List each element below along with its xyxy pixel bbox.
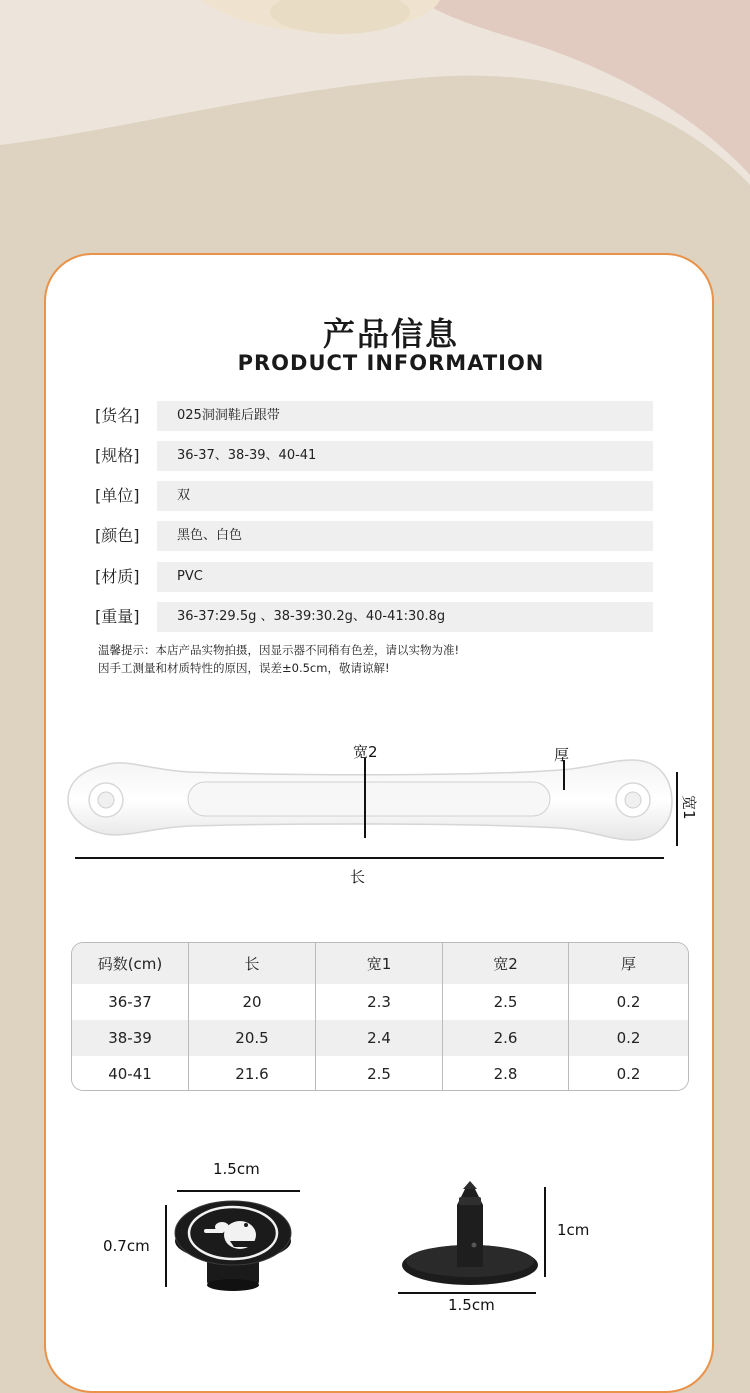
table-header-cell: 宽1 xyxy=(315,943,442,984)
strap-recess xyxy=(188,782,550,816)
notice-line-1: 温馨提示：本店产品实物拍摄，因显示器不同稍有色差，请以实物为准! xyxy=(98,643,460,657)
table-cell: 20.5 xyxy=(188,1020,315,1056)
table-cell: 2.6 xyxy=(442,1020,568,1056)
table-cell: 0.2 xyxy=(568,1056,688,1091)
table-cell: 40-41 xyxy=(108,1064,152,1083)
info-bar xyxy=(157,562,653,592)
info-label: [规格] xyxy=(95,446,140,465)
table-cell: 2.5 xyxy=(442,984,568,1020)
table-header-row xyxy=(72,943,688,984)
thickness-label: 厚 xyxy=(554,746,570,764)
info-row-material xyxy=(95,562,655,592)
info-value: 36-37、38-39、40-41 xyxy=(177,448,317,463)
table-row xyxy=(72,1056,688,1091)
table-header-cell: 宽2 xyxy=(442,943,568,984)
table-cell: 21.6 xyxy=(188,1056,315,1091)
hero-photo xyxy=(0,0,750,250)
info-row-color xyxy=(95,521,655,551)
button-height-label: 0.7cm xyxy=(103,1237,150,1255)
info-row-spec xyxy=(95,441,655,471)
button-width-label: 1.5cm xyxy=(213,1160,260,1178)
parts-diagram xyxy=(160,1175,580,1305)
info-value: 36-37:29.5g 、38-39:30.2g、40-41:30.8g xyxy=(177,609,446,624)
page-subtitle: PRODUCT INFORMATION xyxy=(237,351,545,375)
length-label: 长 xyxy=(350,868,366,886)
info-value: 双 xyxy=(177,488,191,503)
table-row xyxy=(72,1020,688,1056)
width1-label: 宽1 xyxy=(680,795,698,820)
page-title: 产品信息 xyxy=(322,315,459,353)
table-row xyxy=(72,984,688,1020)
table-cell: 2.8 xyxy=(442,1056,568,1091)
info-bar xyxy=(157,481,653,511)
info-row-unit xyxy=(95,481,655,511)
info-label: [单位] xyxy=(95,486,140,505)
table-cell: 0.2 xyxy=(568,984,688,1020)
size-table xyxy=(71,942,689,1091)
table-cell: 0.2 xyxy=(568,1020,688,1056)
info-label: [材质] xyxy=(95,567,140,586)
notice-line-2: 因手工测量和材质特性的原因，误差±0.5cm，敬请谅解! xyxy=(98,661,390,675)
pin-width-label: 1.5cm xyxy=(448,1296,495,1314)
table-header-cell: 厚 xyxy=(568,943,688,984)
info-label: [颜色] xyxy=(95,526,140,545)
table-header-cell: 长 xyxy=(188,943,315,984)
info-label: [重量] xyxy=(95,607,140,626)
table-cell: 36-37 xyxy=(108,993,152,1011)
table-cell: 2.5 xyxy=(315,1056,442,1091)
info-value: 025洞洞鞋后跟带 xyxy=(177,408,280,423)
info-row-name xyxy=(95,401,655,431)
table-cell: 2.3 xyxy=(315,984,442,1020)
info-value: 黑色、白色 xyxy=(177,528,243,543)
info-row-weight xyxy=(95,602,655,632)
pin-height-label: 1cm xyxy=(557,1221,590,1239)
table-cell: 38-39 xyxy=(108,1029,152,1047)
info-value: PVC xyxy=(177,569,203,584)
table-cell: 2.4 xyxy=(315,1020,442,1056)
info-label: [货名] xyxy=(95,406,140,425)
table-header-cell: 码数(cm) xyxy=(97,955,163,973)
width2-label: 宽2 xyxy=(353,743,378,761)
table-cell: 20 xyxy=(188,984,315,1020)
